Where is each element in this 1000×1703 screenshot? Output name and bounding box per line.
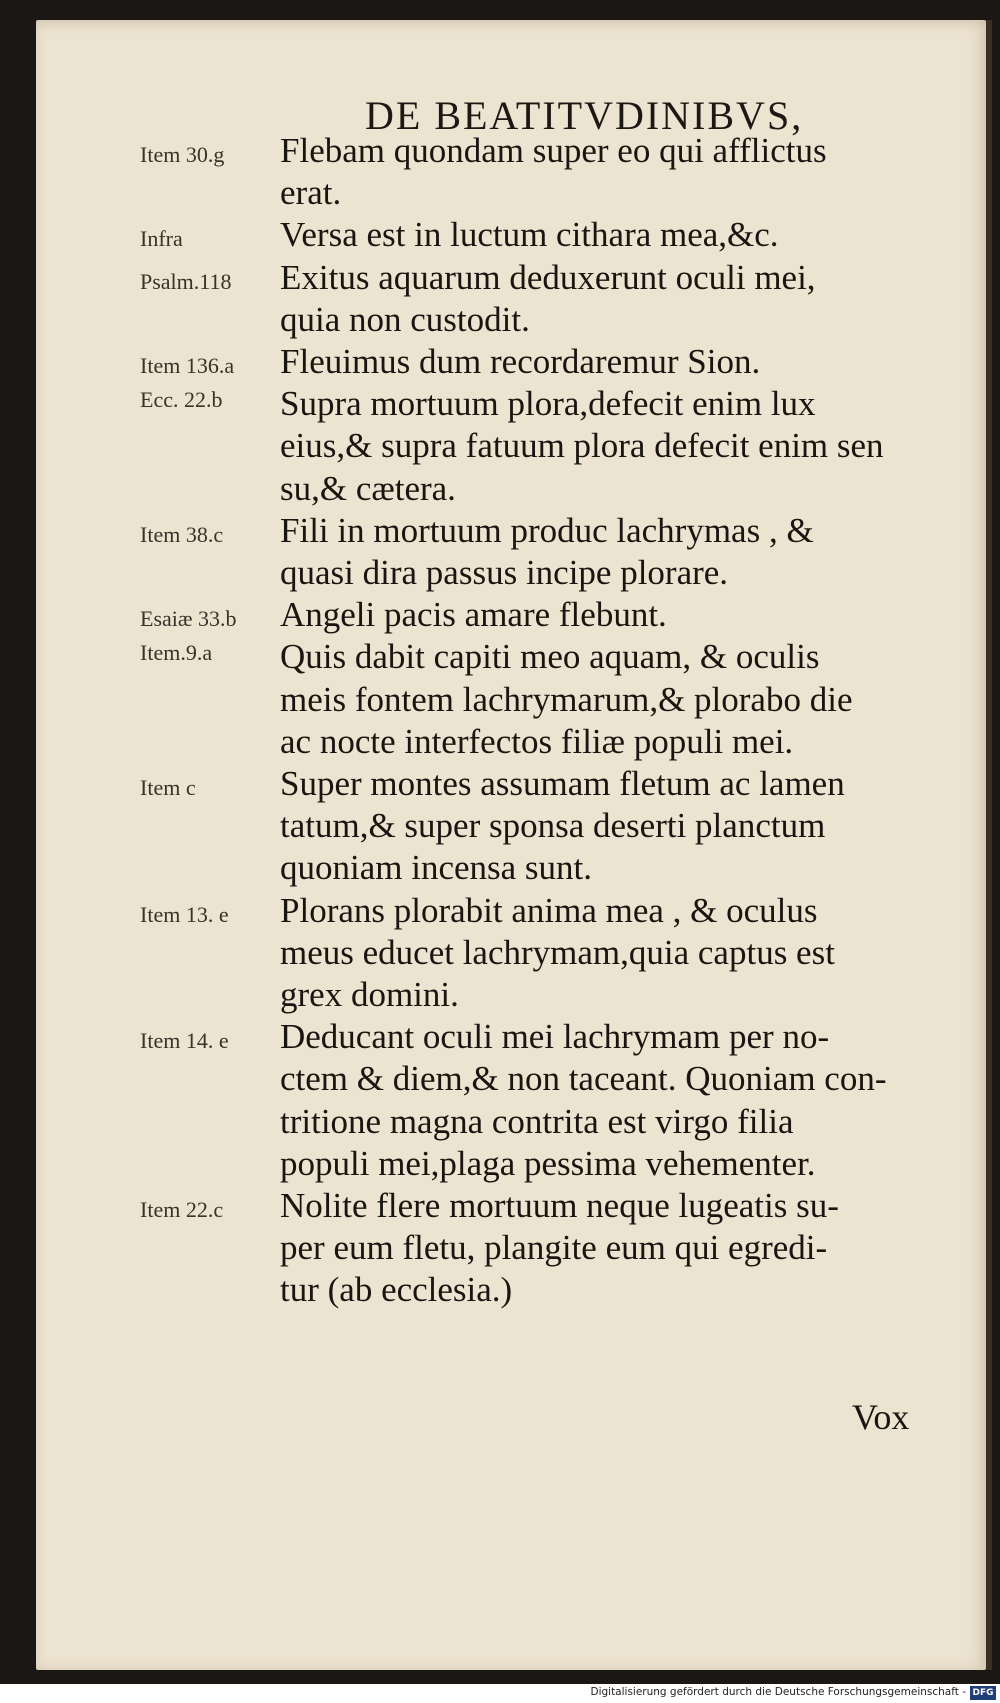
text-line: Fili in mortuum produc lachrymas , & (280, 510, 814, 550)
margin-reference: Esaiæ 33.b (140, 606, 237, 632)
text-line: grex domini. (280, 975, 459, 1014)
text-line: Exitus aquarum deduxerunt oculi mei, (280, 257, 816, 297)
page-edge (986, 20, 992, 1670)
text-line: quoniam incensa sunt. (280, 848, 593, 888)
text-line: Nolite flere mortuum neque lugeatis su- (280, 1186, 839, 1225)
text-line: Super montes assumam fletum ac lamen (280, 764, 845, 803)
margin-reference: Item 13. e (140, 901, 229, 927)
text-line: tur (ab ecclesia.) (280, 1270, 513, 1310)
text-line: meis fontem lachrymarum,& plorabo die (280, 679, 853, 719)
text-line: Deducant oculi mei lachrymam per no- (280, 1017, 830, 1057)
margin-reference: Infra (140, 226, 183, 252)
margin-reference: Item 136.a (140, 353, 235, 378)
text-line: Angeli pacis amare flebunt. (280, 595, 667, 635)
running-head: DE BEATITVDINIBVS, (365, 93, 804, 138)
text-line: eius,& supra fatuum plora defecit enim sen (280, 426, 884, 466)
margin-reference: Item 38.c (140, 521, 224, 547)
text-line: quasi dira passus incipe plorare. (280, 553, 729, 592)
text-line: Quis dabit capiti meo aquam, & oculis (280, 637, 820, 677)
text-line: ctem & diem,& non taceant. Quoniam con- (280, 1059, 887, 1099)
catchword: Vox (852, 1397, 910, 1437)
footer-credit: Digitalisierung gefördert durch die Deutsche Forschungsgemeinschaft - (590, 1686, 966, 1698)
text-line: tritione magna contrita est virgo filia (280, 1101, 794, 1141)
text-line: meus educet lachrymam,quia captus est (280, 932, 835, 972)
text-line: tatum,& super sponsa deserti planctum (280, 806, 826, 846)
text-line: Fleuimus dum recordaremur Sion. (280, 342, 761, 381)
margin-reference: Item 14. e (140, 1028, 229, 1054)
dfg-logo: DFG (970, 1686, 996, 1700)
text-line: ac nocte interfectos filiæ populi mei. (280, 721, 794, 761)
text-line: Plorans plorabit anima mea , & oculus (280, 890, 818, 930)
text-line: Versa est in luctum cithara mea,&c. (280, 215, 779, 255)
margin-reference: Ecc. 22.b (140, 387, 223, 412)
text-line: per eum fletu, plangite eum qui egredi- (280, 1228, 828, 1268)
margin-reference: Item 30.g (140, 142, 225, 167)
text-line: populi mei,plaga pessima vehementer. (280, 1143, 816, 1183)
margin-reference: Item c (140, 775, 196, 800)
margin-reference: Item.9.a (140, 640, 213, 666)
text-line: Flebam quondam super eo qui afflictus (280, 131, 827, 170)
margin-reference: Item 22.c (140, 1197, 224, 1222)
text-line: quia non custodit. (280, 299, 530, 339)
margin-reference: Psalm.118 (140, 268, 232, 294)
text-line: erat. (280, 173, 342, 213)
text-line: su,& cætera. (280, 468, 456, 508)
text-line: Supra mortuum plora,defecit enim lux (280, 384, 816, 424)
digitization-footer (0, 1684, 1000, 1703)
